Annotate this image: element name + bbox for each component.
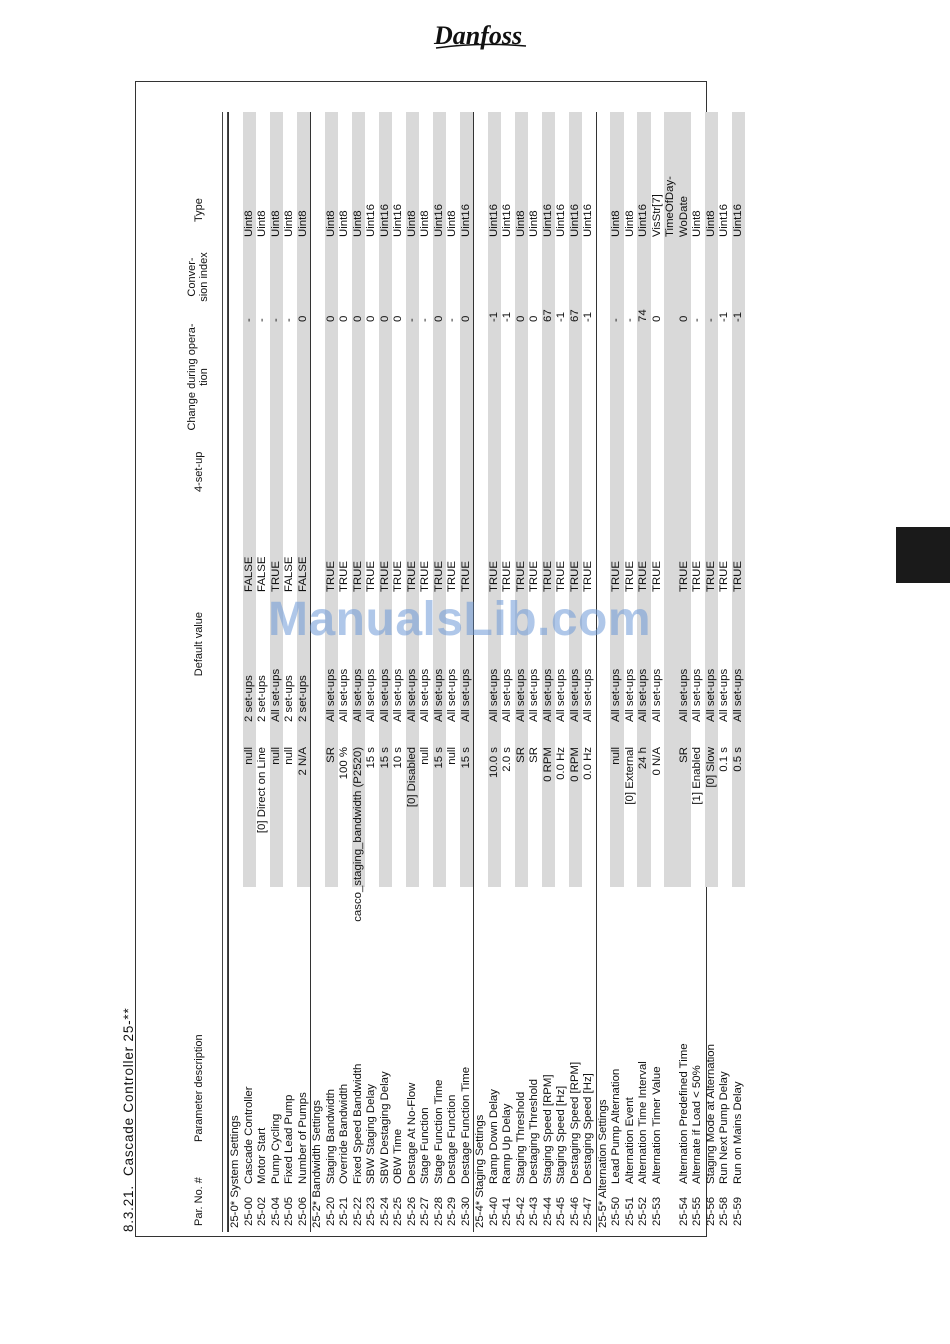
change-cell: TRUE [691,560,703,592]
header-description: Parameter description [193,1034,205,1142]
par-no-cell: 25-43 [528,1196,540,1226]
default-cell: [0] Slow [704,747,717,788]
conversion-cell: 0 [296,315,309,322]
table-row [460,112,474,1232]
setups-cell: 2 set-ups [256,675,268,722]
setups-cell: All set-ups [432,668,445,722]
conversion-cell: - [242,318,255,322]
conversion-cell: - [405,318,418,322]
default-cell: null [419,747,431,765]
description-cell: Fixed Speed Bandwidth [351,1063,364,1184]
type-cell: Uint8 [419,210,431,237]
conversion-cell: - [419,318,431,322]
header-setups: 4-set-up [193,451,205,492]
setups-cell: All set-ups [269,668,282,722]
conversion-cell: 0 [351,315,364,322]
type-cell: Uint8 [691,210,703,237]
type-cell: Uint8 [704,210,717,237]
header-default: Default value [193,612,205,677]
par-no-cell: 25-04 [269,1196,282,1226]
change-cell: TRUE [378,560,391,592]
group-row [473,112,488,1232]
setups-cell: All set-ups [501,668,513,722]
header-conversion [186,237,210,317]
type-cell: Uint8 [256,210,268,237]
par-no-cell: 25-27 [419,1196,431,1226]
section-heading [121,1007,136,1232]
par-no-cell: 25-59 [731,1196,744,1226]
change-cell: TRUE [731,560,744,592]
change-cell: FALSE [256,556,268,592]
type-cell: Uint8 [623,210,636,237]
default-cell: 0 RPM [541,747,554,782]
setups-cell: All set-ups [446,668,458,722]
par-no-cell: 25-52 [637,1196,649,1226]
change-cell: TRUE [501,560,513,592]
table-row [488,112,502,1232]
change-cell: TRUE [637,560,649,592]
setups-cell: All set-ups [365,668,377,722]
setups-cell: All set-ups [582,668,594,722]
description-cell: Staging Mode at Alternation [704,1044,717,1184]
default-cell: SR [324,747,337,763]
change-cell: FALSE [242,556,255,592]
description-cell: Destage Function Time [459,1066,472,1184]
change-cell: TRUE [677,560,690,592]
setups-cell: All set-ups [637,668,649,722]
conversion-cell: 74 [637,309,649,322]
par-no-cell: 25-51 [623,1196,636,1226]
default-cell: SR [514,747,527,763]
table-row [501,112,515,1232]
table-row [392,112,406,1232]
change-cell: TRUE [365,560,377,592]
description-cell: Number of Pumps [296,1092,309,1184]
par-no-cell: 25-25 [392,1196,404,1226]
group-title: 25-2* Bandwidth Settings [311,1100,323,1228]
change-cell: TRUE [568,560,581,592]
type-cell: Uint8 [283,210,295,237]
default-cell: 10 s [392,747,404,769]
table-row [515,112,529,1232]
setups-cell: All set-ups [324,668,337,722]
description-cell: OBW Time [392,1128,404,1184]
par-no-cell: 25-45 [555,1196,567,1226]
header-change-line2: tion [198,368,210,386]
header-conversion-line2: sion index [198,252,210,302]
default-cell: 0.0 Hz [555,747,567,780]
description-cell: Destage At No-Flow [405,1082,418,1184]
change-cell: TRUE [704,560,717,592]
conversion-cell: -1 [582,311,594,322]
description-cell: Stage Function [419,1107,431,1184]
conversion-cell: 0 [514,315,527,322]
conversion-cell: 0 [528,315,540,322]
par-no-cell: 25-56 [704,1196,717,1226]
table-row [338,112,352,1232]
setups-cell: 2 set-ups [283,675,295,722]
type-cell: Uint16 [637,204,649,237]
description-cell: Staging Speed [RPM] [541,1074,554,1184]
par-no-cell: 25-05 [283,1196,295,1226]
type-cell: Uint16 [459,204,472,237]
type-cell: Uint16 [487,204,500,237]
description-cell: Staging Bandwidth [324,1089,337,1184]
description-cell: Motor Start [256,1127,268,1184]
type-cell: Uint8 [269,210,282,237]
change-cell: TRUE [419,560,431,592]
type-cell: Uint16 [568,204,581,237]
setups-cell: All set-ups [419,668,431,722]
setups-cell: 2 set-ups [242,675,255,722]
table-row [256,112,270,1232]
type-cell: Uint16 [432,204,445,237]
type-cell: Uint16 [392,204,404,237]
setups-cell: All set-ups [691,668,703,722]
change-cell: TRUE [269,560,282,592]
table-row [637,112,651,1232]
default-cell: 2 N/A [296,747,309,776]
type-cell: VisStr[7] [650,194,663,237]
par-no-cell: 25-28 [432,1196,445,1226]
par-no-cell: 25-21 [338,1196,350,1226]
table-row [718,112,732,1232]
danfoss-logo [430,14,530,54]
conversion-cell: 67 [541,309,554,322]
chapter-tab [896,527,950,583]
type-cell: Uint16 [541,204,554,237]
conversion-cell: 0 [365,315,377,322]
default-cell: null [446,747,458,765]
table-row [732,112,746,1232]
table-row [555,112,569,1232]
group-row [310,112,325,1232]
default-cell: 0 RPM [568,747,581,782]
par-no-cell: 25-50 [610,1196,622,1226]
rotated-table [121,112,744,1232]
table-row [678,112,692,1232]
setups-cell: All set-ups [718,668,730,722]
description-cell: Cascade Controller [242,1086,255,1184]
description-cell: Destaging Speed [Hz] [582,1073,594,1184]
change-cell: TRUE [324,560,337,592]
par-no-cell: 25-41 [501,1196,513,1226]
change-cell: TRUE [718,560,730,592]
default-cell: 15 s [365,747,377,769]
type-cell: Uint8 [610,210,622,237]
default-cell: 0.0 Hz [582,747,594,780]
par-no-cell: 25-40 [487,1196,500,1226]
conversion-cell: 0 [338,315,350,322]
description-cell: Ramp Up Delay [501,1103,513,1184]
change-cell: TRUE [351,560,364,592]
description-cell: Alternation Event [623,1097,636,1184]
description-cell: Stage Function Time [432,1079,445,1184]
table-row [433,112,447,1232]
change-cell: TRUE [487,560,500,592]
table-row [379,112,393,1232]
conversion-cell: - [269,318,282,322]
default-cell: null [269,747,282,765]
default-cell: 15 s [459,747,472,769]
change-cell: TRUE [338,560,350,592]
conversion-cell: - [446,318,458,322]
setups-cell: All set-ups [704,668,717,722]
group-title: 25-4* Staging Settings [474,1114,486,1228]
description-cell: Destage Function [446,1094,458,1184]
table-row [283,112,297,1232]
default-cell: casco_staging_bandwidth (P2520) [351,747,364,922]
description-cell: Alternation Timer Value [650,1066,663,1184]
setups-cell: All set-ups [351,668,364,722]
group-row [228,112,243,1232]
table-row [705,112,719,1232]
default-cell: [0] Disabled [405,747,418,808]
default-cell: 0.1 s [718,747,730,772]
type-cell: Uint16 [378,204,391,237]
conversion-cell: 0 [459,315,472,322]
setups-cell: All set-ups [650,668,663,722]
description-cell: Staging Speed [Hz] [555,1085,567,1184]
setups-cell: All set-ups [610,668,622,722]
table-row [651,112,665,1232]
parameter-rows [228,112,745,1232]
type-cell: Uint8 [446,210,458,237]
change-cell: TRUE [650,560,663,592]
par-no-cell: 25-46 [568,1196,581,1226]
table-row [352,112,366,1232]
conversion-cell: - [704,318,717,322]
setups-cell: All set-ups [514,668,527,722]
setups-cell: All set-ups [459,668,472,722]
description-cell: Alternation Time Interval [637,1061,649,1184]
description-cell: SBW Destaging Delay [378,1071,391,1184]
description-cell: Fixed Lead Pump [283,1094,295,1184]
change-cell: TRUE [432,560,445,592]
header-change-line1: Change during opera- [186,323,198,431]
par-no-cell: 25-30 [459,1196,472,1226]
setups-cell: All set-ups [378,668,391,722]
par-no-cell: 25-26 [405,1196,418,1226]
default-cell: 2.0 s [501,747,513,772]
default-cell: 0.5 s [731,747,744,772]
par-no-cell: 25-29 [446,1196,458,1226]
conversion-cell: 0 [324,315,337,322]
section-title: Cascade Controller 25-** [121,1007,136,1176]
setups-cell: All set-ups [487,668,500,722]
table-row [569,112,583,1232]
description-cell: Ramp Down Delay [487,1089,500,1184]
change-cell: TRUE [405,560,418,592]
description-cell: Run on Mains Delay [731,1081,744,1184]
change-cell: TRUE [541,560,554,592]
default-cell: [1] Enabled [691,747,703,805]
header-par-no: Par. No. # [193,1177,205,1226]
setups-cell: All set-ups [568,668,581,722]
table-row [297,112,311,1232]
description-cell: Staging Threshold [514,1091,527,1184]
par-no-cell: 25-06 [296,1196,309,1226]
setups-cell: All set-ups [338,668,350,722]
change-cell: TRUE [514,560,527,592]
conversion-cell: 67 [568,309,581,322]
default-cell: null [242,747,255,765]
par-no-cell: 25-22 [351,1196,364,1226]
table-row [528,112,542,1232]
type-cell: Uint16 [731,204,744,237]
change-cell: TRUE [610,560,622,592]
default-cell: [0] External [623,747,636,805]
conversion-cell: - [623,318,636,322]
default-cell: 10.0 s [487,747,500,779]
table-row [610,112,624,1232]
description-cell: Override Bandwidth [338,1083,350,1184]
setups-cell: All set-ups [392,668,404,722]
description-cell: Pump Cycling [269,1113,282,1184]
default-cell: 15 s [432,747,445,769]
header-change [186,312,210,442]
type-cell: Uint8 [405,210,418,237]
group-title: 25-0* System Settings [229,1115,241,1228]
default-cell: 24 h [637,747,649,770]
par-no-cell: 25-00 [242,1196,255,1226]
type-cell: Uint8 [351,210,364,237]
conversion-cell: 0 [432,315,445,322]
description-cell: Alternate if Load < 50% [691,1065,703,1184]
conversion-cell: - [283,318,295,322]
table-row [542,112,556,1232]
watermark: ManualsLib.com [268,593,652,646]
table-row [419,112,433,1232]
description-cell: Alternation Predefined Time [677,1043,690,1184]
par-no-cell: 25-42 [514,1196,527,1226]
type-cell: Uint16 [365,204,377,237]
change-cell: TRUE [555,560,567,592]
change-cell: FALSE [283,556,295,592]
type-cell: Uint16 [718,204,730,237]
default-cell: 0 N/A [650,747,663,776]
type-cell: Uint16 [555,204,567,237]
group-title: 25-5* Alternation Settings [596,1099,609,1228]
type-cell: Uint8 [514,210,527,237]
conversion-cell: -1 [555,311,567,322]
par-no-cell: 25-58 [718,1196,730,1226]
type-cell: Uint8 [528,210,540,237]
default-cell: SR [677,747,690,763]
table-row [243,112,257,1232]
type-cell: Uint16 [501,204,513,237]
default-cell: null [283,747,295,765]
setups-cell: All set-ups [541,668,554,722]
change-cell: TRUE [459,560,472,592]
par-no-cell: 25-02 [256,1196,268,1226]
parameter-table-frame [121,81,744,1237]
change-cell: TRUE [392,560,404,592]
conversion-cell: - [256,318,268,322]
table-row [270,112,284,1232]
setups-cell: All set-ups [405,668,418,722]
description-cell: Destaging Threshold [528,1079,540,1184]
section-number: 8.3.21. [121,1185,136,1232]
default-cell: 15 s [378,747,391,769]
table-row [325,112,339,1232]
table-row [365,112,379,1232]
par-no-cell: 25-23 [365,1196,377,1226]
change-cell: FALSE [296,556,309,592]
setups-cell: All set-ups [528,668,540,722]
conversion-cell: 0 [677,315,690,322]
type-cell: Uint8 [324,210,337,237]
type-cell: Uint8 [338,210,350,237]
conversion-cell: 0 [378,315,391,322]
type-cell: Uint8 [296,210,309,237]
setups-cell: 2 set-ups [296,675,309,722]
table-row [624,112,638,1232]
default-cell: [0] Direct on Line [256,747,268,834]
description-cell: Lead Pump Alternation [610,1068,622,1184]
par-no-cell: 25-54 [677,1196,690,1226]
default-cell: SR [528,747,540,763]
type-cell: Uint8 [242,210,255,237]
conversion-cell: -1 [718,311,730,322]
description-cell: Run Next Pump Delay [718,1071,730,1184]
table-row [664,112,678,1232]
par-no-cell: 25-24 [378,1196,391,1226]
conversion-cell: -1 [731,311,744,322]
conversion-cell: 0 [650,315,663,322]
table-row [582,112,596,1232]
default-cell: 100 % [338,747,350,780]
group-row [596,112,611,1232]
default-cell: null [610,747,622,765]
setups-cell: All set-ups [731,668,744,722]
change-cell: TRUE [623,560,636,592]
table-row [406,112,420,1232]
par-no-cell: 25-53 [650,1196,663,1226]
type-cell: WoDate [677,196,690,237]
conversion-cell: -1 [501,311,513,322]
description-cell: Destaging Speed [RPM] [568,1061,581,1184]
par-no-cell: 25-20 [324,1196,337,1226]
setups-cell: All set-ups [623,668,636,722]
setups-cell: All set-ups [677,668,690,722]
svg-text:Danfoss: Danfoss [434,21,523,50]
description-cell: SBW Staging Delay [365,1083,377,1184]
header-conversion-line1: Conver- [186,257,198,297]
par-no-cell: 25-55 [691,1196,703,1226]
conversion-cell: -1 [487,311,500,322]
change-cell: TRUE [582,560,594,592]
type-cell: TimeOfDay- [664,176,676,237]
setups-cell: All set-ups [555,668,567,722]
conversion-cell: 0 [392,315,404,322]
par-no-cell: 25-44 [541,1196,554,1226]
change-cell: TRUE [528,560,540,592]
change-cell: TRUE [446,560,458,592]
type-cell: Uint16 [582,204,594,237]
header-type: Type [193,198,205,222]
table-row [691,112,705,1232]
conversion-cell: - [610,318,622,322]
conversion-cell: - [691,318,703,322]
table-row [446,112,460,1232]
par-no-cell: 25-47 [582,1196,594,1226]
